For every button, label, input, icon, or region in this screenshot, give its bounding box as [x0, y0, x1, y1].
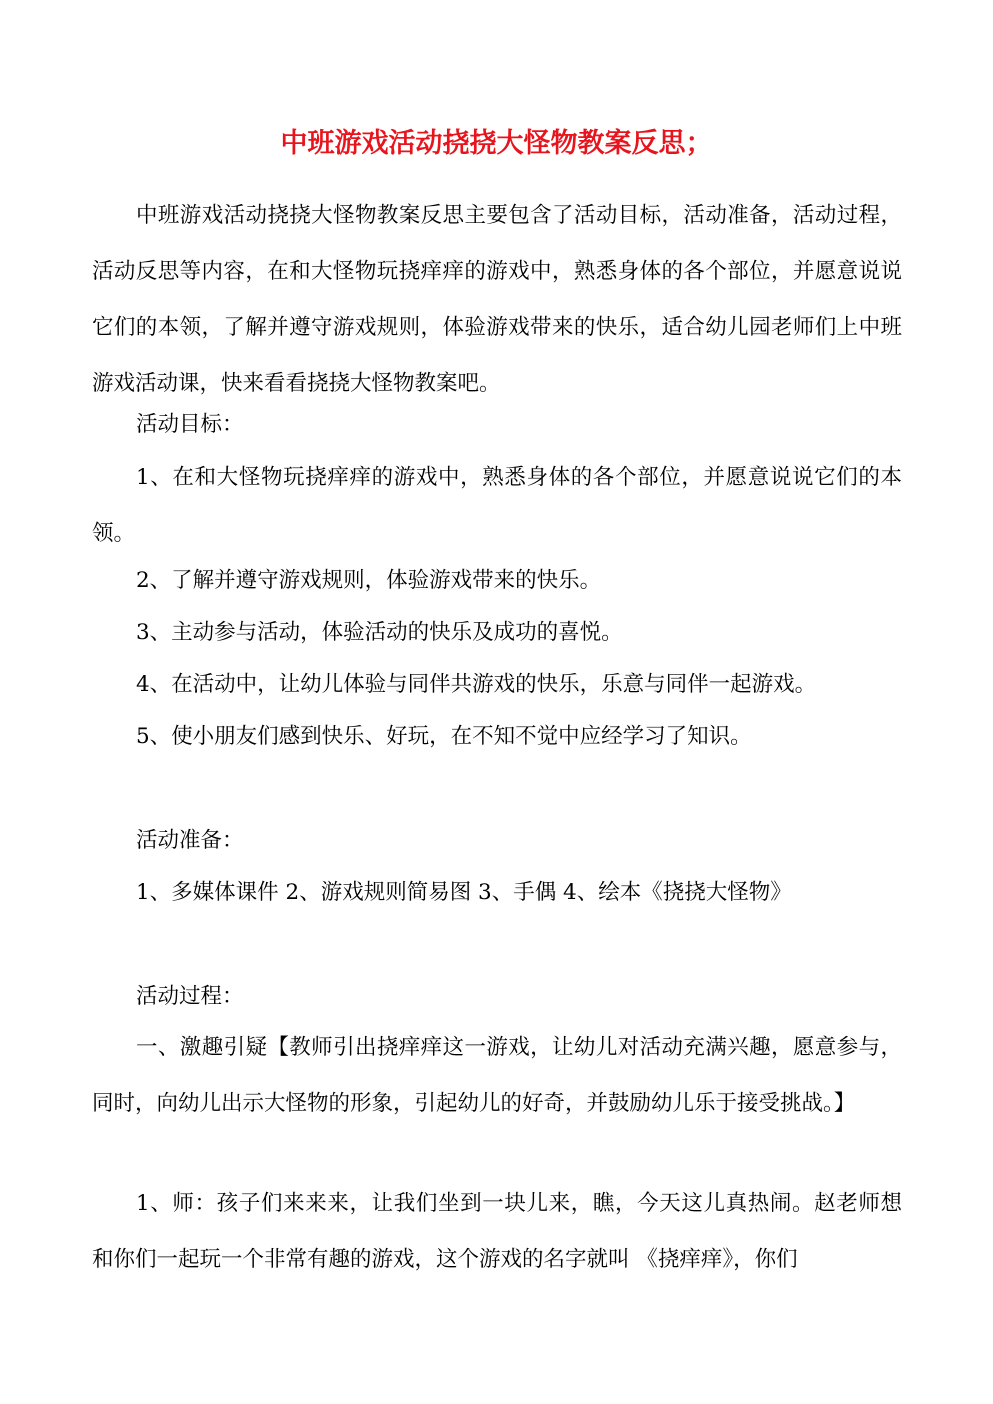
goal-item-1: 1、在和大怪物玩挠痒痒的游戏中，熟悉身体的各个部位，并愿意说说它们的本领。: [92, 465, 902, 546]
goals-heading: 活动目标：: [136, 412, 244, 437]
goal-item-5: 5、使小朋友们感到快乐、好玩，在不知不觉中应经学习了知识。: [136, 724, 752, 749]
prep-heading: 活动准备：: [136, 828, 244, 853]
goal-item-2: 2、了解并遵守游戏规则，体验游戏带来的快乐。: [136, 568, 602, 593]
process-heading: 活动过程：: [136, 984, 244, 1009]
document-title: 中班游戏活动挠挠大怪物教案反思；: [280, 128, 713, 159]
process-step-1: 一、激趣引疑【教师引出挠痒痒这一游戏，让幼儿对活动充满兴趣，愿意参与，同时，向幼儿出示大怪物的形象，引起幼儿的好奇，并鼓励幼儿乐于接受挑战。】: [92, 1035, 902, 1116]
goal-item-3: 3、主动参与活动，体验活动的快乐及成功的喜悦。: [136, 620, 623, 645]
intro-paragraph: 中班游戏活动挠挠大怪物教案反思主要包含了活动目标，活动准备，活动过程，活动反思等内容，在和大怪物玩挠痒痒的游戏中，熟悉身体的各个部位，并愿意说说它们的本领，了解并遵守游戏规则，体验游戏带来的快乐，适合幼儿园老师们上中班游戏活动课，快来看看挠挠大怪物教案吧。: [92, 203, 902, 396]
process-dialog-1: 1、师：孩子们来来来，让我们坐到一块儿来，瞧，今天这儿真热闹。赵老师想和你们一起玩一个非常有趣的游戏，这个游戏的名字就叫 《挠痒痒》，你们: [92, 1191, 902, 1272]
goal-item-4: 4、在活动中，让幼儿体验与同伴共游戏的快乐，乐意与同伴一起游戏。: [136, 672, 817, 697]
prep-items: 1、多媒体课件 2、游戏规则简易图 3、手偶 4、绘本《挠挠大怪物》: [136, 880, 792, 905]
